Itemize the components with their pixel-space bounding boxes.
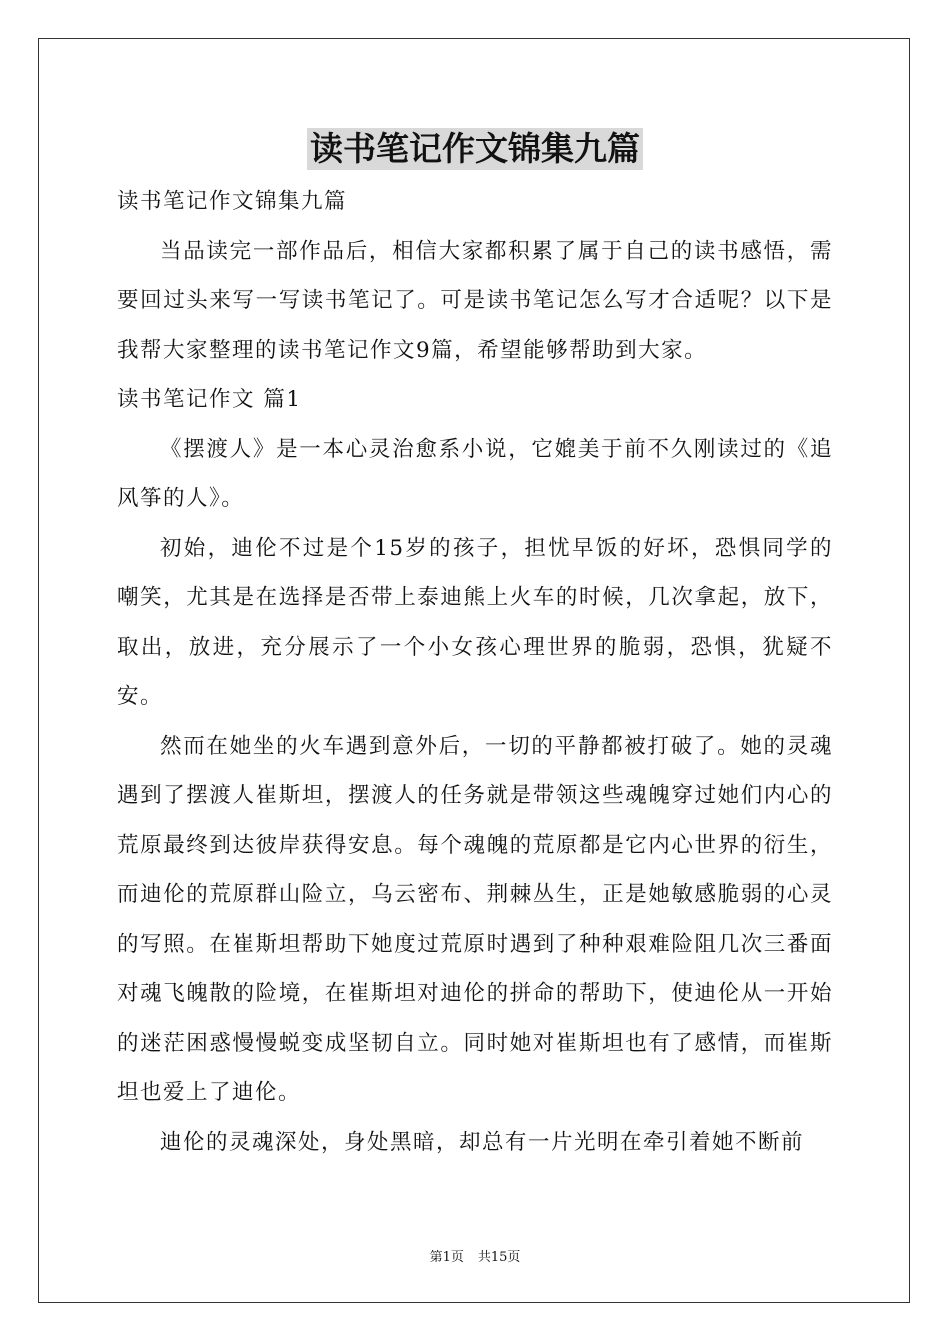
page-total: 共15页 [477, 1250, 521, 1265]
paragraph: 读书笔记作文锦集九篇 [117, 189, 348, 214]
paragraph: 然而在她坐的火车遇到意外后，一切的平静都被打破了。她的灵魂遇到了摆渡人崔斯坦，摆渡人的任务就是带领这些魂魄穿过她们内心的荒原最终到达彼岸获得安息。每个魂魄的荒原都是它内心世界的衍生，而迪伦的荒原群山险立，乌云密布、荆棘丛生，正是她敏感脆弱的心灵的写照。在崔斯坦帮助下她度过荒原时遇到了种种艰难险阻几次三番面对魂飞魄散的险境，在崔斯坦对迪伦的拼命的帮助下，使迪伦从一开始的迷茫困惑慢慢蜕变成坚韧自立。同时她对崔斯坦也有了感情，而崔斯坦也爱上了迪伦。 [117, 733, 833, 1105]
document-body [117, 177, 833, 1167]
section-heading: 读书笔记作文 篇1 [117, 387, 302, 412]
paragraph: 迪伦的灵魂深处，身处黑暗，却总有一片光明在牵引着她不断前 [160, 1129, 805, 1155]
document-title: 读书笔记作文锦集九篇 [307, 128, 643, 170]
paragraph: 初始，迪伦不过是个15岁的孩子，担忧早饭的好坏，恐惧同学的嘲笑，尤其是在选择是否带上泰迪熊上火车的时候，几次拿起，放下，取出，放进，充分展示了一个小女孩心理世界的脆弱，恐惧，犹疑不安。 [117, 535, 833, 709]
paragraph: 当品读完一部作品后，相信大家都积累了属于自己的读书感悟，需要回过头来写一写读书笔记了。可是读书笔记怎么写才合适呢？以下是我帮大家整理的读书笔记作文9篇，希望能够帮助到大家。 [117, 238, 833, 363]
page-footer [0, 1246, 950, 1265]
paragraph: 《摆渡人》是一本心灵治愈系小说，它媲美于前不久刚读过的《追风筝的人》。 [117, 436, 833, 511]
page-number: 第1页 [429, 1250, 464, 1265]
title-container [0, 128, 950, 170]
